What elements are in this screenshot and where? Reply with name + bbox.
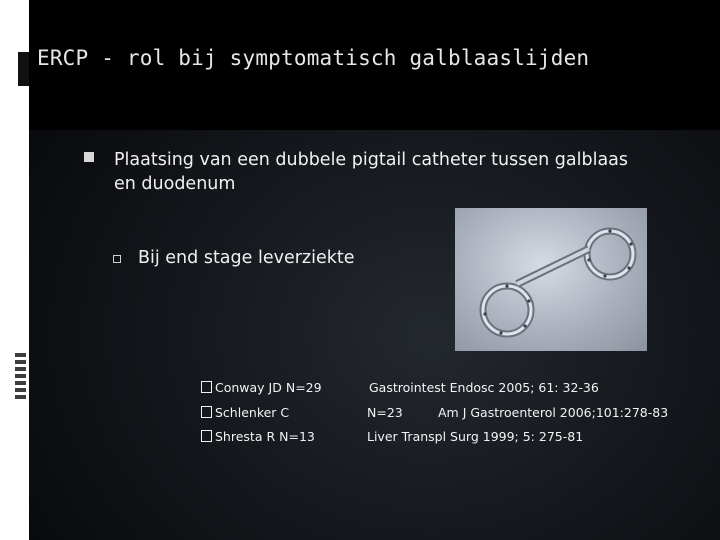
decorative-stripe bbox=[15, 374, 26, 378]
pigtail-catheter-icon bbox=[455, 208, 647, 351]
decorative-stripe bbox=[15, 367, 26, 371]
decorative-bar bbox=[18, 52, 29, 86]
decorative-stripe bbox=[15, 381, 26, 385]
reference-author-1: Conway JD N=29 bbox=[201, 380, 322, 395]
bullet-level-1 bbox=[87, 148, 637, 196]
bullet-level-1-text: Plaatsing van een dubbele pigtail catheter tussen galblaas en duodenum bbox=[114, 150, 629, 194]
reference-citation-3: Liver Transpl Surg 1999; 5: 275-81 bbox=[367, 429, 584, 444]
decorative-stripe bbox=[15, 395, 26, 399]
pigtail-catheter-photo bbox=[455, 208, 647, 351]
bullet-level-2-text: Bij end stage leverziekte bbox=[138, 248, 355, 268]
slide bbox=[29, 0, 720, 540]
square-bullet-icon bbox=[84, 152, 94, 162]
reference-citation-1: Gastrointest Endosc 2005; 61: 32-36 bbox=[369, 380, 599, 395]
missing-glyph-icon bbox=[201, 406, 212, 418]
slide-title: ERCP - rol bij symptomatisch galblaaslijden bbox=[37, 46, 590, 70]
decorative-stripe bbox=[15, 388, 26, 392]
missing-glyph-icon bbox=[201, 381, 212, 393]
decorative-stripe bbox=[15, 360, 26, 364]
reference-author-3: Shresta R N=13 bbox=[201, 429, 315, 444]
bullet-level-2 bbox=[113, 246, 355, 270]
decorative-stripe bbox=[15, 353, 26, 357]
hollow-square-bullet-icon bbox=[113, 255, 121, 263]
reference-author-2: Schlenker C bbox=[201, 405, 289, 420]
missing-glyph-icon bbox=[201, 430, 212, 442]
reference-n-2: N=23 bbox=[367, 405, 403, 420]
reference-citation-2: Am J Gastroenterol 2006;101:278-83 bbox=[438, 405, 669, 420]
